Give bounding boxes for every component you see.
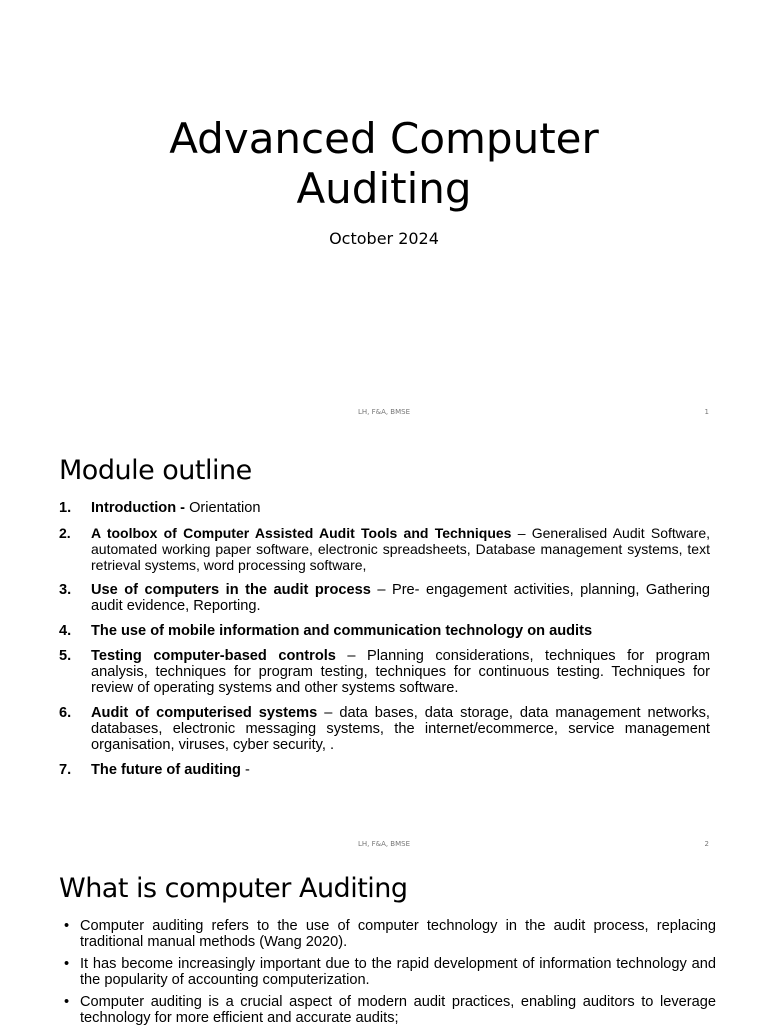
list-item: 1. Introduction - Orientation xyxy=(59,500,261,516)
slide-title xyxy=(0,114,768,214)
module-outline-list xyxy=(59,500,710,787)
list-item: 7. The future of auditing - xyxy=(59,762,250,778)
page-number: 2 xyxy=(704,840,709,848)
title-line-2: Auditing xyxy=(296,164,472,213)
list-item: • It has become increasingly important due to the rapid development of information technology and the popularity of accounting computerization. xyxy=(64,956,716,988)
bullet-icon: • xyxy=(64,956,70,972)
list-item: • Computer auditing is a crucial aspect of modern audit practices, enabling auditors to leverage technology for more efficient and accurate audits; xyxy=(64,994,716,1026)
bullet-icon: • xyxy=(64,918,70,934)
slide-subtitle: October 2024 xyxy=(329,229,439,248)
computer-auditing-heading: What is computer Auditing xyxy=(59,873,408,904)
slide-footer: LH, F&A, BMSE xyxy=(357,408,411,416)
slide-1 xyxy=(0,0,768,432)
list-item: 4. The use of mobile information and communication technology on audits xyxy=(59,623,593,639)
module-outline-heading: Module outline xyxy=(59,455,252,486)
list-item: 6. Audit of computerised systems – data bases, data storage, data management networks, databases, electronic messaging systems, the internet/ecommerce, service management organisation, viruses, cyber security, . xyxy=(59,705,710,753)
list-item: 3. Use of computers in the audit process – Pre- engagement activities, planning, Gathering audit evidence, Reporting. xyxy=(59,582,710,614)
slide-footer: LH, F&A, BMSE xyxy=(357,840,411,848)
computer-auditing-bullets xyxy=(64,918,716,1032)
list-item: • Computer auditing refers to the use of computer technology in the audit process, replacing traditional manual methods (Wang 2020). xyxy=(64,918,716,950)
list-item: 2. A toolbox of Computer Assisted Audit Tools and Techniques – Generalised Audit Software, automated working paper software, electronic spreadsheets, Database management systems, text retrieval systems, word processing software, xyxy=(59,525,710,573)
page-number: 1 xyxy=(704,408,709,416)
bullet-icon: • xyxy=(64,994,70,1010)
list-item: 5. Testing computer-based controls – Planning considerations, techniques for program analysis, techniques for program testing, techniques for continuous testing. Techniques for review of operating systems and other systems software. xyxy=(59,648,710,696)
title-line-1: Advanced Computer xyxy=(169,114,599,163)
